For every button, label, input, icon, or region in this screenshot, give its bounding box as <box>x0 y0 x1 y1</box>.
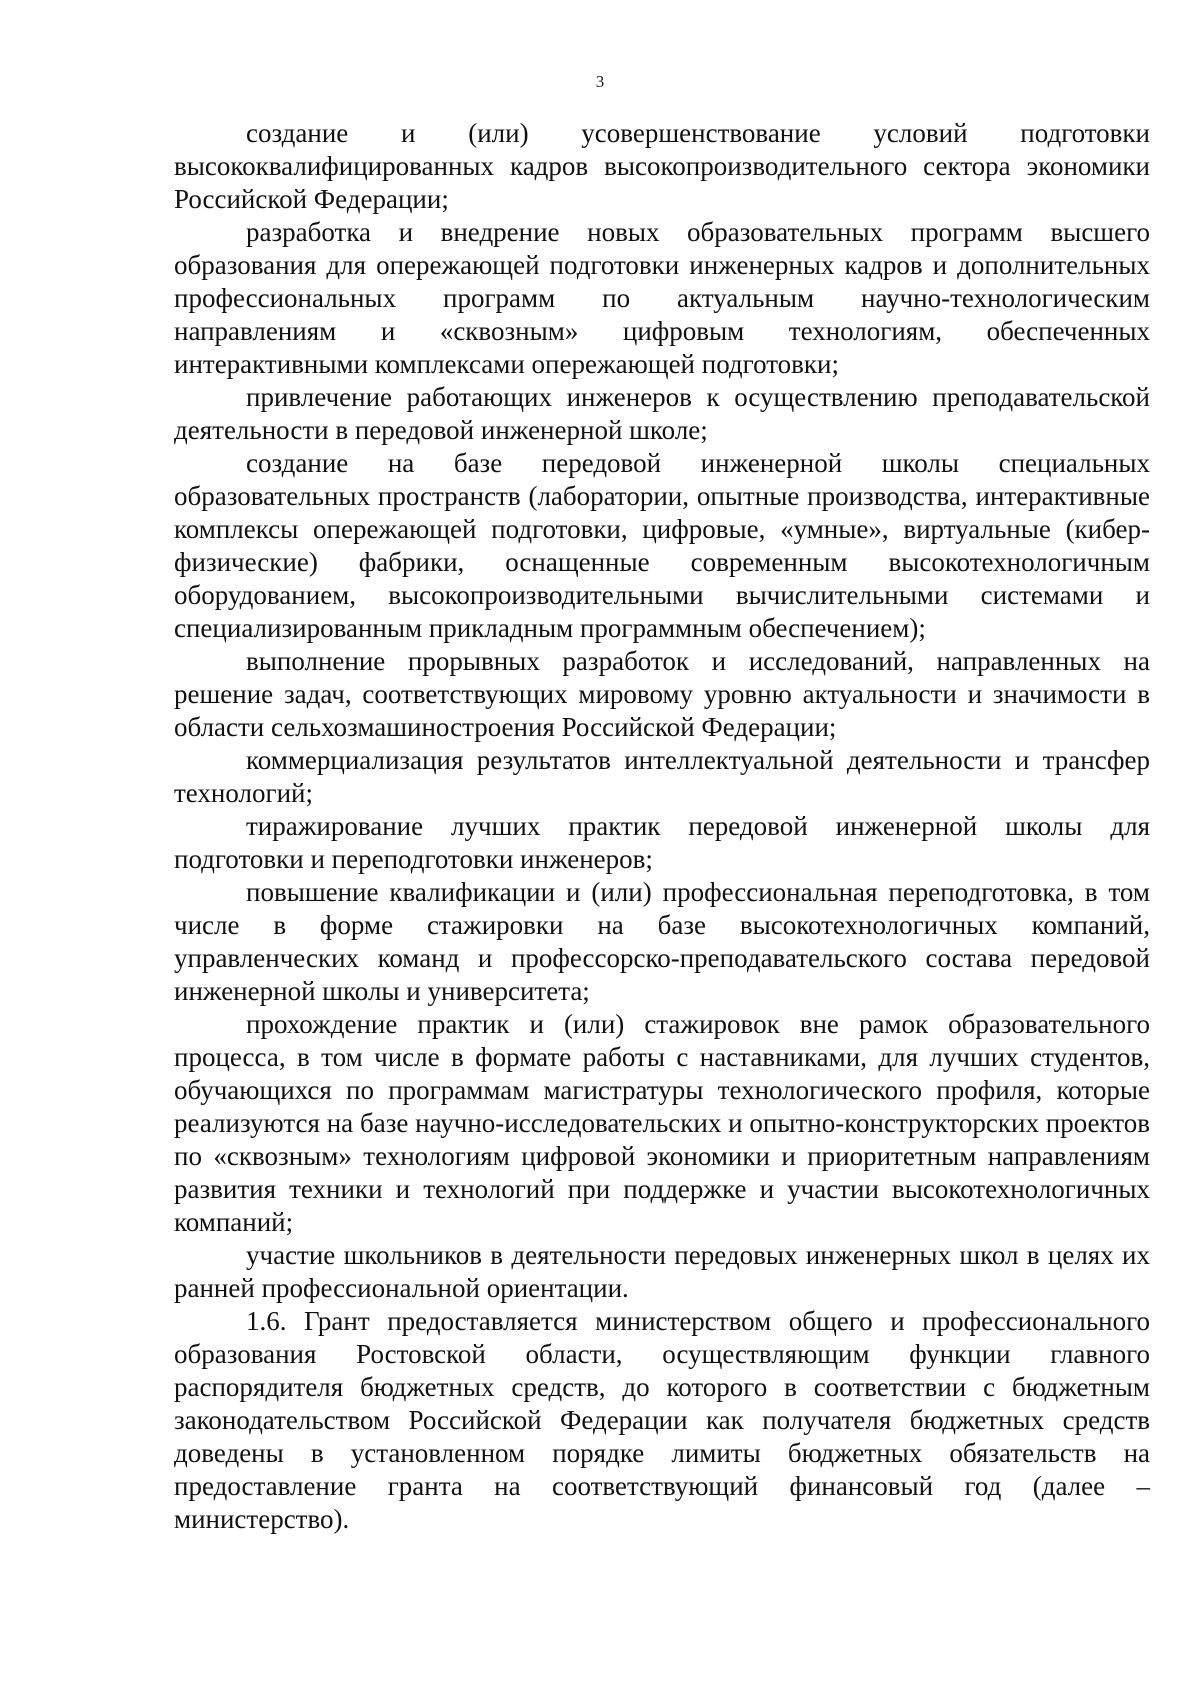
paragraph-commercialization: коммерциализация результатов интеллектуальной деятельности и трансфер технологий; <box>174 745 1150 808</box>
page-number: 3 <box>595 72 605 91</box>
document-body <box>174 117 1150 1536</box>
paragraph-creation-conditions: создание и (или) усовершенствование условий подготовки высококвалифицированных кадров высокопроизводительного сектора экономики Российской Федерации; <box>174 118 1150 214</box>
paragraph-qualification: повышение квалификации и (или) профессиональная переподготовка, в том числе в форме стажировки на базе высокотехнологичных компаний, управленческих команд и профессорско-преподавательского состава передовой инженерной школы и университета; <box>174 877 1150 1006</box>
paragraph-breakthrough-research: выполнение прорывных разработок и исследований, направленных на решение задач, соответствующих мировому уровню актуальности и значимости в области сельхозмашиностроения Российской Федерации; <box>174 646 1150 742</box>
paragraph-best-practices: тиражирование лучших практик передовой инженерной школы для подготовки и переподготовки инженеров; <box>174 811 1150 874</box>
paragraph-grant-ministry: 1.6. Грант предоставляется министерством общего и профессионального образования Ростовской области, осуществляющим функции главного распорядителя бюджетных средств, до которого в соответствии с бюджетным законодательством Российской Федерации как получателя бюджетных средств доведены в установленном порядке лимиты бюджетных обязательств на предоставление гранта на соответствующий финансовый год (далее – министерство). <box>174 1306 1150 1534</box>
paragraph-educational-spaces: создание на базе передовой инженерной школы специальных образовательных пространств (лаборатории, опытные производства, интерактивные комплексы опережающей подготовки, цифровые, «умные», виртуальные (кибер-физические) фабрики, оснащенные современным высокотехнологичным оборудованием, высокопроизводительными вычислительными системами и специализированным прикладным программным обеспечением); <box>174 448 1150 643</box>
paragraph-engineers-teaching: привлечение работающих инженеров к осуществлению преподавательской деятельности в передовой инженерной школе; <box>174 382 1150 445</box>
paragraph-schoolchildren: участие школьников в деятельности передовых инженерных школ в целях их ранней профессиональной ориентации. <box>174 1240 1150 1303</box>
paragraph-internships: прохождение практик и (или) стажировок вне рамок образовательного процесса, в том числе в формате работы с наставниками, для лучших студентов, обучающихся по программам магистратуры технологического профиля, которые реализуются на базе научно-исследовательских и опытно-конструкторских проектов по «сквозным» технологиям цифровой экономики и приоритетным направлениям развития техники и технологий при поддержке и участии высокотехнологичных компаний; <box>174 1009 1150 1237</box>
paragraph-new-programs: разработка и внедрение новых образовательных программ высшего образования для опережающей подготовки инженерных кадров и дополнительных профессиональных программ по актуальным научно-технологическим направлениям и «сквозным» цифровым технологиям, обеспеченных интерактивными комплексами опережающей подготовки; <box>174 217 1150 379</box>
